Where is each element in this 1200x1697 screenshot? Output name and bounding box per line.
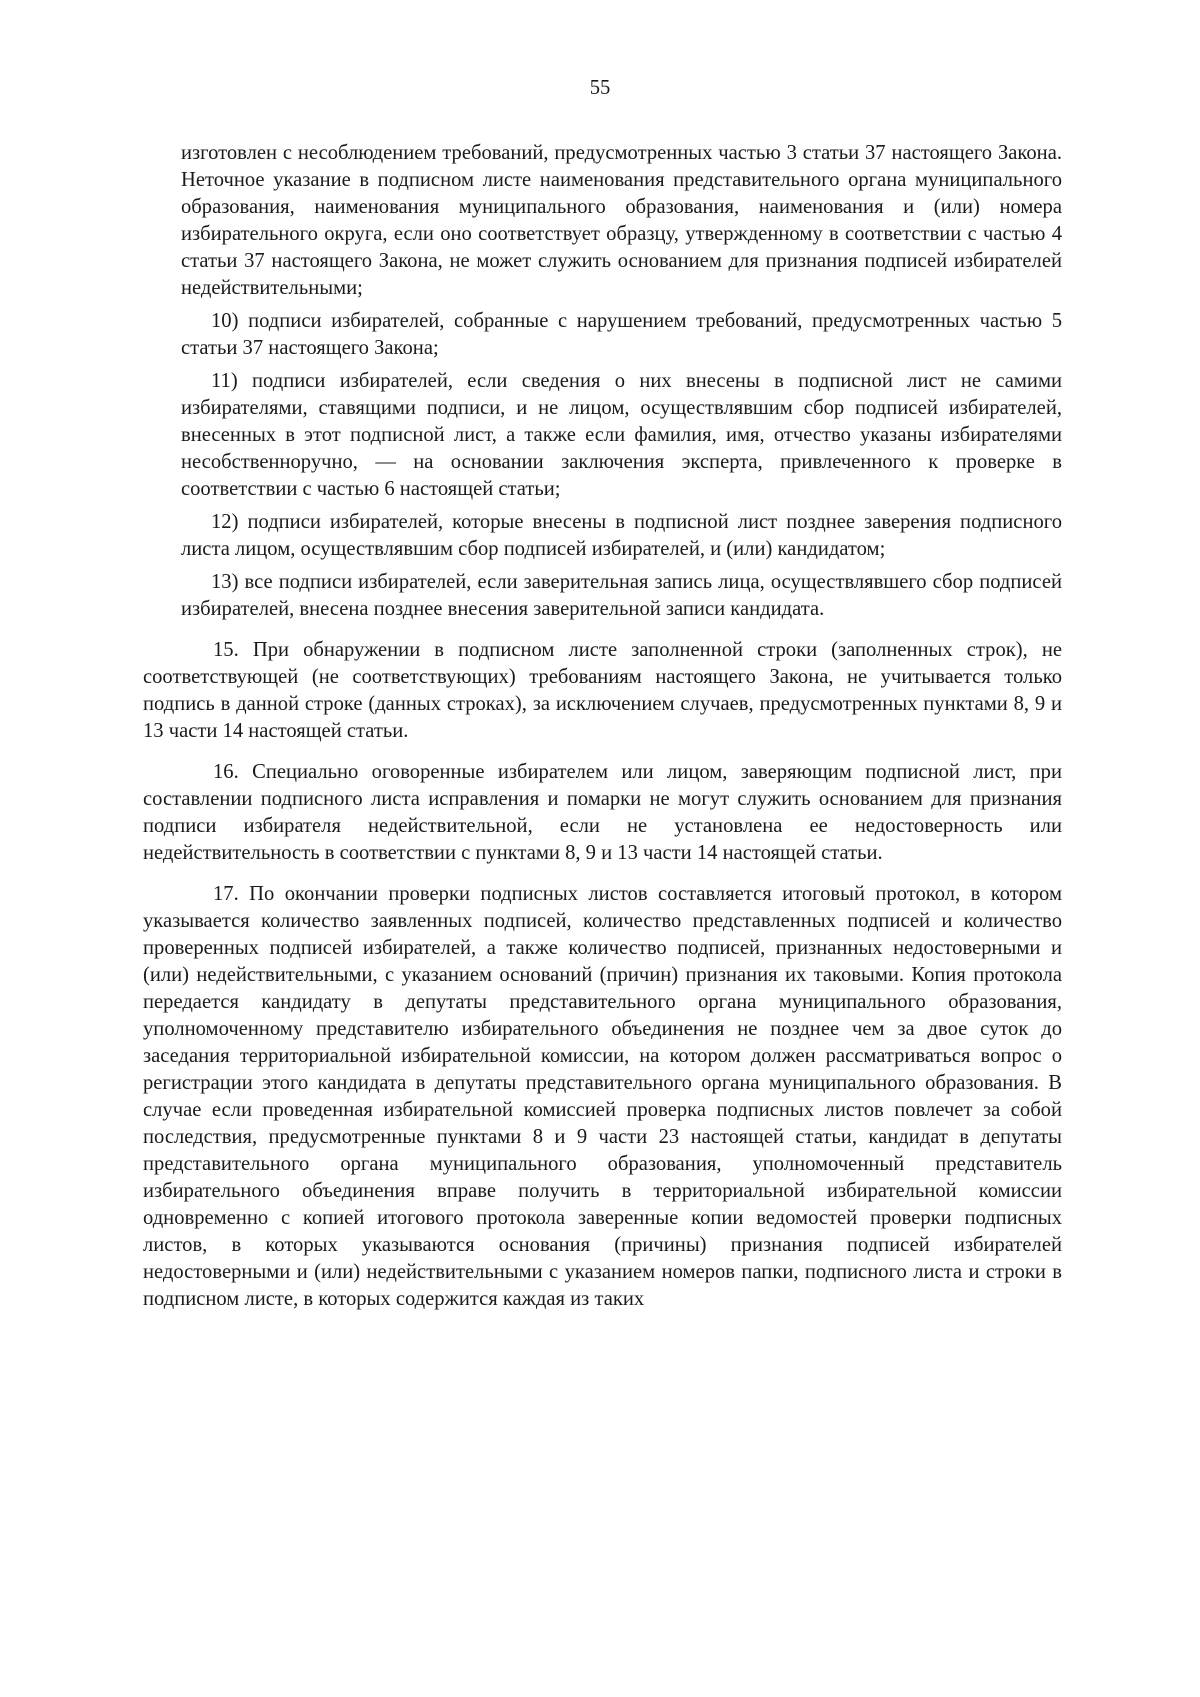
document-body — [143, 140, 1062, 1319]
paragraph-16: 16. Специально оговоренные избирателем или лицом, заверяющим подписной лист, при составлении подписного листа исправления и помарки не могут служить основанием для признания подписи избирателя недействительной, если не установлена ее недостоверность или недействительность в соответствии с пунктами 8, 9 и 13 части 14 настоящей статьи. — [143, 761, 1062, 864]
page-number: 55 — [589, 77, 611, 99]
paragraph-15: 15. При обнаружении в подписном листе заполненной строки (заполненных строк), не соответствующей (не соответствующих) требованиям настоящего Закона, не учитывается только подпись в данной строке (данных строках), за исключением случаев, предусмотренных пунктами 8, 9 и 13 части 14 настоящей статьи. — [143, 639, 1062, 742]
subitem-continuation: изготовлен с несоблюдением требований, предусмотренных частью 3 статьи 37 настоящего Закона. Неточное указание в подписном листе наименования представительного органа муниципального образования, наименования муниципального образования, наименования и (или) номера избирательного округа, если оно соответствует образцу, утвержденному в соответствии с частью 4 статьи 37 настоящего Закона, не может служить основанием для признания подписей избирателей недействительными; — [181, 142, 1062, 299]
paragraph-17: 17. По окончании проверки подписных листов составляется итоговый протокол, в котором указывается количество заявленных подписей, количество представленных подписей и количество проверенных подписей избирателей, а также количество подписей, признанных недостоверными и (или) недействительными, с указанием оснований (причин) признания их таковыми. Копия протокола передается кандидату в депутаты представительного органа муниципального образования, уполномоченному представителю избирательного объединения не позднее чем за двое суток до заседания территориальной избирательной комиссии, на котором должен рассматриваться вопрос о регистрации этого кандидата в депутаты представительного органа муниципального образования. В случае если проведенная избирательной комиссией проверка подписных листов повлечет за собой последствия, предусмотренные пунктами 8 и 9 части 23 настоящей статьи, кандидат в депутаты представительного органа муниципального образования, уполномоченный представитель избирательного объединения вправе получить в территориальной избирательной комиссии одновременно с копией итогового протокола заверенные копии ведомостей проверки подписных листов, в которых указываются основания (причины) признания подписей избирателей недостоверными и (или) недействительными с указанием номеров папки, подписного листа и строки в подписном листе, в которых содержится каждая из таких — [143, 883, 1062, 1310]
subitem-10: 10) подписи избирателей, собранные с нарушением требований, предусмотренных частью 5 статьи 37 настоящего Закона; — [181, 310, 1062, 359]
subitem-11: 11) подписи избирателей, если сведения о них внесены в подписной лист не самими избирателями, ставящими подписи, и не лицом, осуществлявшим сбор подписей избирателей, внесенных в этот подписной лист, а также если фамилия, имя, отчество указаны избирателями несобственноручно, — на основании заключения эксперта, привлеченного к проверке в соответствии с частью 6 настоящей статьи; — [181, 370, 1062, 500]
subitem-12: 12) подписи избирателей, которые внесены в подписной лист позднее заверения подписного листа лицом, осуществлявшим сбор подписей избирателей, и (или) кандидатом; — [181, 511, 1062, 560]
subitem-13: 13) все подписи избирателей, если заверительная запись лица, осуществлявшего сбор подписей избирателей, внесена позднее внесения заверительной записи кандидата. — [181, 571, 1062, 620]
